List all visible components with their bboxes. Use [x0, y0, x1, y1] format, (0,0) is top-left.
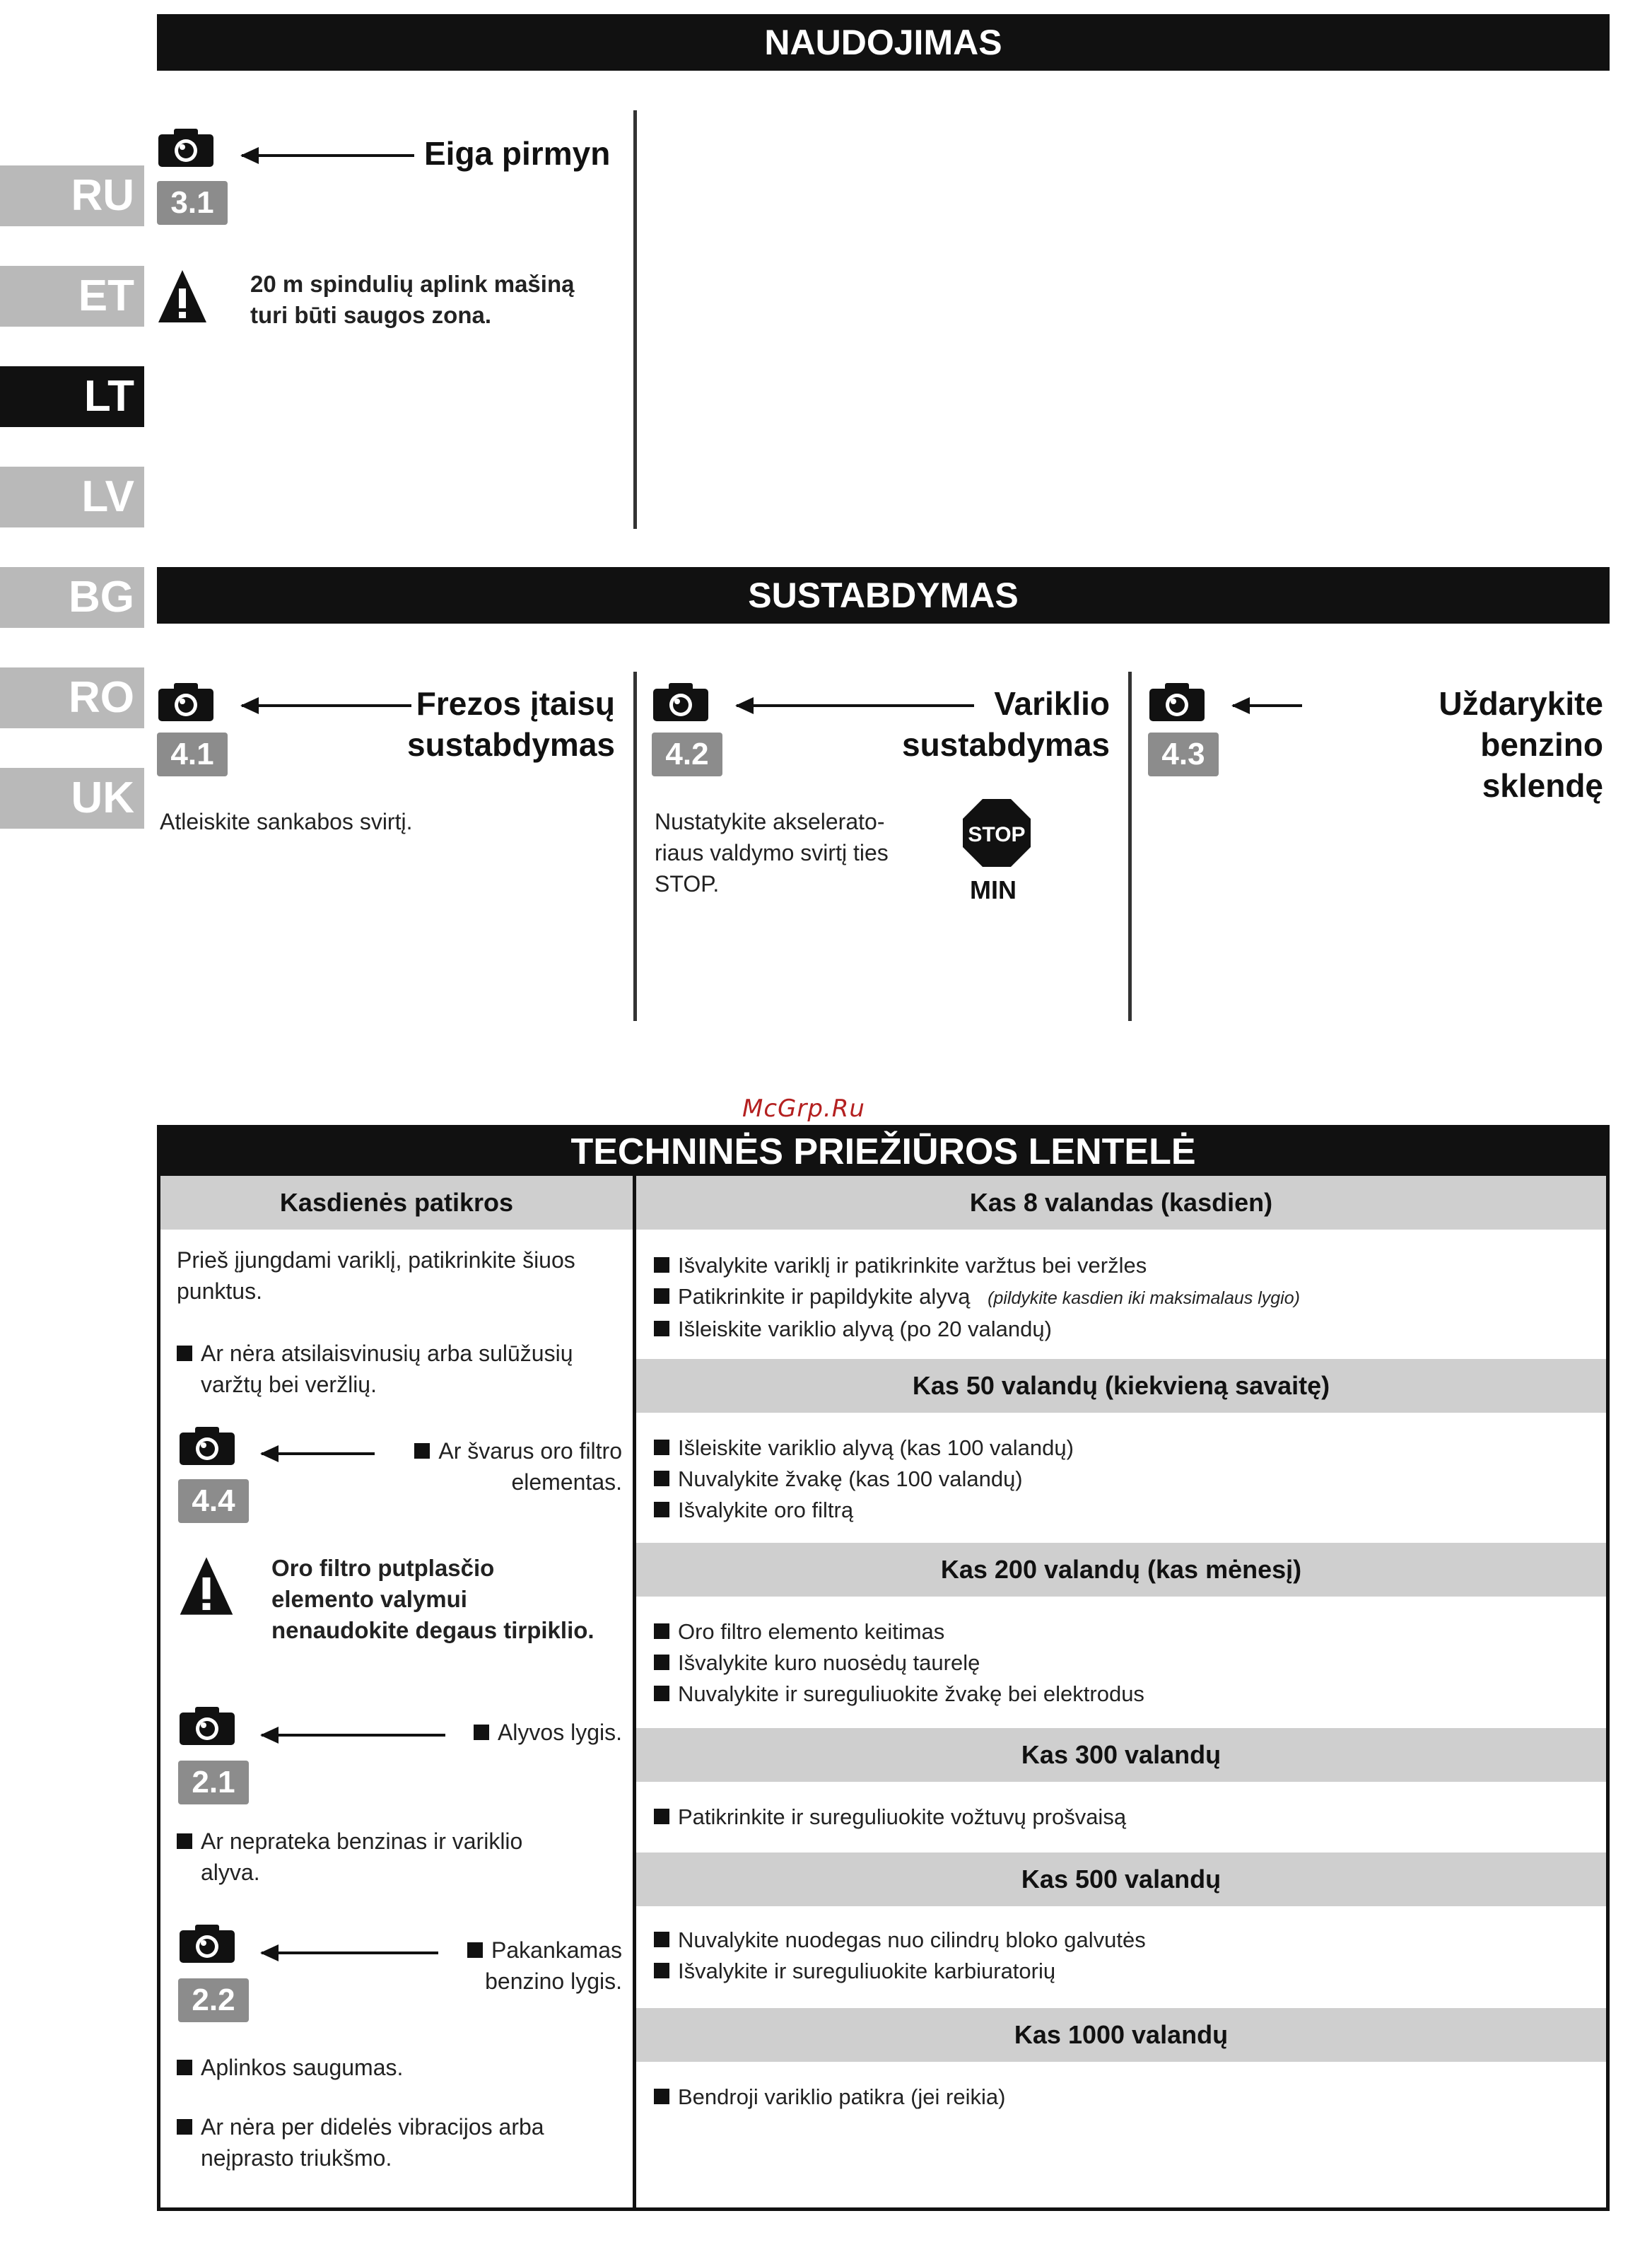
warning-icon	[157, 267, 208, 325]
camera-icon	[158, 127, 213, 167]
interval-header: Kas 200 valandų (kas mėnesį)	[636, 1543, 1606, 1597]
check-item: Ar švarus oro filtro elementas.	[382, 1435, 622, 1498]
figure-ref-badge: 2.2	[178, 1978, 249, 2022]
check-item: Pakankamas benzino lygis.	[431, 1935, 622, 1997]
stop-sign-icon	[961, 798, 1032, 868]
daily-checks-header: Kasdienės patikros	[160, 1176, 633, 1230]
oil-note: (pildykite kasdien iki maksimalaus lygio)	[988, 1288, 1300, 1308]
camera-icon	[180, 1425, 235, 1465]
lang-tab-ru[interactable]: RU	[0, 165, 144, 226]
lang-tab-et[interactable]: ET	[0, 266, 144, 327]
check-item: Ar neprateka benzinas ir variklio alyva.	[177, 1826, 522, 1888]
interval-items: Išleiskite variklio alyvą (kas 100 valandų) Nuvalykite žvakę (kas 100 valandų) Išvalykite oro filtrą	[654, 1433, 1074, 1526]
warning-text: Oro filtro putplasčio elemento valymui nenaudokite degaus tirpiklio.	[271, 1555, 594, 1643]
lang-tab-lt[interactable]: LT	[0, 366, 144, 427]
watermark: McGrp.Ru	[742, 1095, 865, 1123]
camera-icon	[158, 682, 213, 721]
check-item: Ar nėra atsilaisvinusių arba sulūžusių varžtų bei veržlių.	[177, 1338, 573, 1400]
arrow-left-icon	[262, 1452, 375, 1455]
warning-icon	[178, 1554, 235, 1618]
check-item: Aplinkos saugumas.	[177, 2052, 403, 2083]
lang-tab-bg[interactable]: BG	[0, 567, 144, 628]
svg-text:STOP: STOP	[968, 823, 1026, 846]
check-item: Alyvos lygis.	[452, 1717, 622, 1748]
interval-items: Bendroji variklio patikra (jei reikia)	[654, 2082, 1005, 2113]
column-divider	[1128, 672, 1132, 1021]
lang-tab-lv[interactable]: LV	[0, 467, 144, 527]
figure-ref-badge: 4.2	[652, 733, 722, 776]
arrow-left-icon	[262, 1734, 445, 1737]
figure-ref-badge: 3.1	[157, 181, 228, 225]
section-header-sustabdymas: SUSTABDYMAS	[157, 567, 1610, 624]
table-title: TECHNINĖS PRIEŽIŪROS LENTELĖ	[157, 1125, 1610, 1176]
section-header-naudojimas: NAUDOJIMAS	[157, 14, 1610, 71]
lang-tab-uk[interactable]: UK	[0, 768, 144, 829]
column-divider	[633, 672, 637, 1021]
min-label: MIN	[970, 875, 1017, 904]
interval-header: Kas 500 valandų	[636, 1853, 1606, 1906]
interval-items: Išvalykite variklį ir patikrinkite varžtus bei veržles Patikrinkite ir papildykite alyvą (pildykite kasdien iki maksimalaus lygio) Išleiskite variklio alyvą (po 20 valandų)	[654, 1250, 1300, 1345]
step-title: Eiga pirmyn	[424, 135, 611, 172]
step-text: Atleiskite sankabos svirtį.	[160, 809, 413, 834]
interval-header: Kas 8 valandas (kasdien)	[636, 1176, 1606, 1230]
figure-ref-badge: 4.1	[157, 733, 228, 776]
figure-ref-badge: 2.1	[178, 1761, 249, 1804]
check-item: Ar nėra per didelės vibracijos arba neįprasto triukšmo.	[177, 2111, 544, 2174]
step-title: Uždarykite benzino sklendę	[1439, 685, 1603, 804]
camera-icon	[1149, 682, 1205, 721]
lang-tab-ro[interactable]: RO	[0, 667, 144, 728]
figure-ref-badge: 4.4	[178, 1479, 249, 1523]
arrow-left-icon	[1233, 704, 1302, 707]
figure-ref-badge: 4.3	[1148, 733, 1219, 776]
interval-items: Patikrinkite ir sureguliuokite vožtuvų prošvaisą	[654, 1802, 1126, 1833]
arrow-left-icon	[242, 154, 414, 157]
step-text: Nustatykite akselerato- riaus valdymo svirtį ties STOP.	[655, 809, 889, 897]
camera-icon	[180, 1923, 235, 1963]
interval-header: Kas 1000 valandų	[636, 2008, 1606, 2062]
camera-icon	[653, 682, 708, 721]
column-divider	[633, 110, 637, 529]
interval-header: Kas 300 valandų	[636, 1728, 1606, 1782]
camera-icon	[180, 1705, 235, 1745]
interval-items: Oro filtro elemento keitimas Išvalykite kuro nuosėdų taurelę Nuvalykite ir sureguliuokite žvakę bei elektrodus	[654, 1616, 1144, 1710]
warning-text: 20 m spindulių aplink mašiną turi būti saugos zona.	[250, 271, 575, 328]
interval-items: Nuvalykite nuodegas nuo cilindrų bloko galvutės Išvalykite ir sureguliuokite karbiuratorių	[654, 1925, 1146, 1987]
arrow-left-icon	[262, 1951, 438, 1954]
step-title: Frezos įtaisų sustabdymas	[406, 685, 615, 763]
intro-text: Prieš įjungdami variklį, patikrinkite šiuos punktus.	[177, 1247, 575, 1304]
step-title: Variklio sustabdymas	[901, 685, 1110, 763]
interval-header: Kas 50 valandų (kiekvieną savaitę)	[636, 1359, 1606, 1413]
